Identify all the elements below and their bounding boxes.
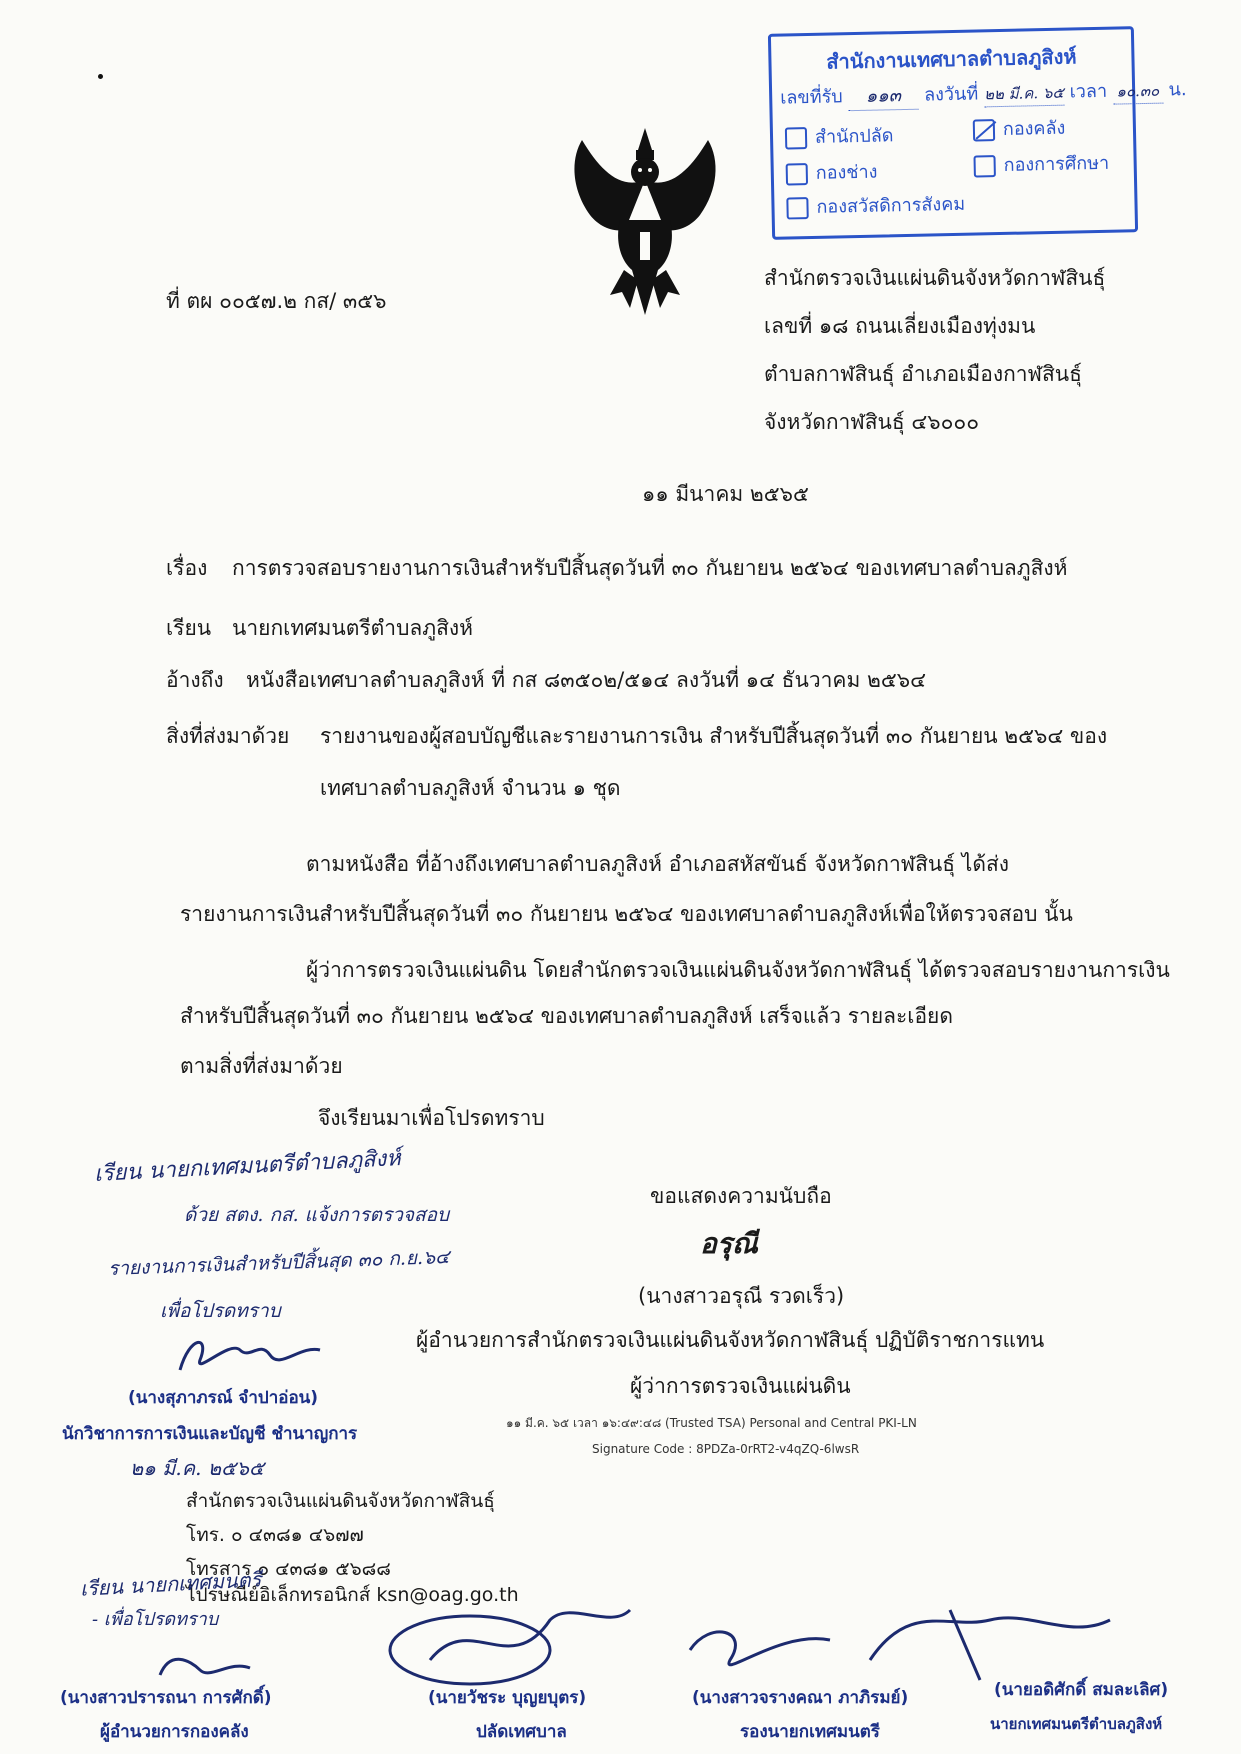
stamp-time-unit: น. <box>1168 79 1187 101</box>
signer-title-2: ผู้ว่าการตรวจเงินแผ่นดิน <box>630 1374 851 1398</box>
para2-line-2: สำหรับปีสิ้นสุดวันที่ ๓๐ กันยายน ๒๕๖๔ ของเทศบาลตำบลภูสิงห์ เสร็จแล้ว รายละเอียด <box>180 1004 954 1028</box>
stamp-receipt-no: ๑๑๓ <box>848 80 919 111</box>
signer-3-name: (นางสาวจรางคณา ภาภิรมย์) <box>692 1688 909 1708</box>
officer-date: ๒๑ มี.ค. ๒๕๖๕ <box>130 1456 265 1480</box>
subject-label: เรื่อง <box>166 556 208 580</box>
signer-3-title: รองนายกเทศมนตรี <box>740 1722 880 1742</box>
para1-line-2: รายงานการเงินสำหรับปีสิ้นสุดวันที่ ๓๐ กันยายน ๒๕๖๔ ของเทศบาลตำบลภูสิงห์เพื่อให้ตรวจสอบ นั้น <box>180 902 1073 926</box>
checkbox-checked-icon <box>973 119 995 141</box>
closing-text: จึงเรียนมาเพื่อโปรดทราบ <box>318 1106 545 1130</box>
footer-fax: โทรสาร ๐ ๔๓๘๑ ๕๖๘๘ <box>186 1558 391 1580</box>
officer-name: (นางสุภาภรณ์ จำปาอ่อน) <box>128 1388 319 1408</box>
stamp-time-label: เวลา <box>1069 80 1108 103</box>
stamp-box-label: กองสวัสดิการสังคม <box>816 193 966 218</box>
enclosure-line-1: รายงานของผู้สอบบัญชีและรายงานการเงิน สำหรับปีสิ้นสุดวันที่ ๓๐ กันยายน ๒๕๖๔ ของ <box>320 724 1108 748</box>
stamp-box-label: สำนักปลัด <box>814 125 894 148</box>
checkbox-icon <box>785 127 807 149</box>
letter-date: ๑๑ มีนาคม ๒๕๖๕ <box>642 482 809 506</box>
sender-address-2: เลขที่ ๑๘ ถนนเลี่ยงเมืองทุ่งมน <box>764 314 1036 338</box>
reference-label: อ้างถึง <box>166 668 224 692</box>
signer-1-name: (นางสาวปรารถนา การศักดิ์) <box>60 1688 272 1708</box>
stamp-box-0 <box>785 120 894 151</box>
signer-2-name: (นายวัชระ บุญยบุตร) <box>428 1688 587 1708</box>
enclosure-label: สิ่งที่ส่งมาด้วย <box>166 724 290 748</box>
para2-line-1: ผู้ว่าการตรวจเงินแผ่นดิน โดยสำนักตรวจเงินแผ่นดินจังหวัดกาฬสินธุ์ ได้ตรวจสอบรายงานการเงิน <box>306 958 1170 982</box>
stamp-receipt-row <box>780 74 1187 113</box>
sender-address-1: สำนักตรวจเงินแผ่นดินจังหวัดกาฬสินธุ์ <box>764 266 1106 290</box>
checkbox-icon <box>786 197 808 219</box>
ref-number: ที่ ตผ ๐๐๕๗.๒ กส/ ๓๕๖ <box>166 289 387 313</box>
stamp-box-3 <box>973 148 1109 180</box>
handwritten-note-2: ด้วย สตง. กส. แจ้งการตรวจสอบ <box>184 1204 450 1226</box>
stamp-box-1 <box>973 113 1066 144</box>
checkbox-icon <box>786 163 808 185</box>
digital-signature-line-2: Signature Code : 8PDZa-0rRT2-v4qZQ-6lwsR <box>592 1442 860 1456</box>
to-label: เรียน <box>166 616 212 640</box>
sender-address-3: ตำบลกาฬสินธุ์ อำเภอเมืองกาฬสินธุ์ <box>764 362 1082 386</box>
enclosure-line-2: เทศบาลตำบลภูสิงห์ จำนวน ๑ ชุด <box>320 776 621 800</box>
signer-2-title: ปลัดเทศบาล <box>476 1722 567 1742</box>
handwritten-note-3: รายงานการเงินสำหรับปีสิ้นสุด ๓๐ ก.ย.๖๔ <box>107 1246 450 1280</box>
stamp-date-value: ๒๒ มี.ค. ๖๕ <box>984 81 1065 108</box>
digital-signature-line-1: ๑๑ มี.ค. ๖๕ เวลา ๑๖:๔๙:๔๘ (Trusted TSA) Personal and Central PKI-LN <box>506 1416 917 1430</box>
receipt-stamp <box>768 26 1187 240</box>
scan-speck <box>98 74 103 79</box>
signer-4-name: (นายอดิศักดิ์ สมละเลิศ) <box>994 1680 1169 1700</box>
checkbox-icon <box>973 155 995 177</box>
regards-text: ขอแสดงความนับถือ <box>650 1184 832 1208</box>
footer-email: ไปรษณีย์อิเล็กทรอนิกส์ ksn@oag.go.th <box>186 1584 519 1606</box>
officer-signature-scribble-icon <box>170 1330 330 1384</box>
stamp-receipt-label: เลขที่รับ <box>780 86 843 109</box>
signer-title-1: ผู้อำนวยการสำนักตรวจเงินแผ่นดินจังหวัดกาฬสินธุ์ ปฏิบัติราชการแทน <box>416 1328 1045 1352</box>
garuda-emblem-icon <box>560 120 730 320</box>
signer-4-title: นายกเทศมนตรีตำบลภูสิงห์ <box>990 1715 1163 1733</box>
stamp-box-2 <box>785 157 877 188</box>
footer-tel: โทร. ๐ ๔๓๘๑ ๔๖๗๗ <box>186 1524 364 1546</box>
reference-text: หนังสือเทศบาลตำบลภูสิงห์ ที่ กส ๘๓๕๐๒/๕๑๔ ลงวันที่ ๑๔ ธันวาคม ๒๕๖๔ <box>246 668 926 692</box>
stamp-box-label: กองคลัง <box>1002 117 1066 140</box>
para2-line-3: ตามสิ่งที่ส่งมาด้วย <box>180 1054 343 1078</box>
officer-title: นักวิชาการการเงินและบัญชี ชำนาญการ <box>62 1424 358 1444</box>
handwritten-note-5: เรียน นายกเทศมนตรี <box>79 1567 262 1601</box>
stamp-box-4 <box>786 189 965 222</box>
signer-name: (นางสาวอรุณี รวดเร็ว) <box>638 1284 845 1308</box>
stamp-title: สำนักงานเทศบาลตำบลภูสิงห์ <box>826 44 1077 74</box>
para1-line-1: ตามหนังสือ ที่อ้างถึงเทศบาลตำบลภูสิงห์ อำเภอสหัสขันธ์ จังหวัดกาฬสินธุ์ ได้ส่ง <box>306 852 1010 876</box>
subject-text: การตรวจสอบรายงานการเงินสำหรับปีสิ้นสุดวันที่ ๓๐ กันยายน ๒๕๖๔ ของเทศบาลตำบลภูสิงห์ <box>232 556 1068 580</box>
stamp-box-label: กองการศึกษา <box>1003 152 1110 176</box>
stamp-date-label: ลงวันที่ <box>923 83 979 106</box>
handwritten-note-1: เรียน นายกเทศมนตรีตำบลภูสิงห์ <box>93 1145 402 1188</box>
signer-1-title: ผู้อำนวยการกองคลัง <box>100 1722 249 1742</box>
handwritten-note-4: เพื่อโปรดทราบ <box>160 1300 281 1322</box>
signature-mark: อรุณี <box>700 1227 758 1260</box>
to-text: นายกเทศมนตรีตำบลภูสิงห์ <box>232 616 474 640</box>
footer-office: สำนักตรวจเงินแผ่นดินจังหวัดกาฬสินธุ์ <box>186 1490 495 1512</box>
stamp-box-label: กองช่าง <box>815 161 878 184</box>
handwritten-note-6: - เพื่อโปรดทราบ <box>92 1609 219 1630</box>
sender-address-4: จังหวัดกาฬสินธุ์ ๔๖๐๐๐ <box>764 410 980 434</box>
stamp-time-value: ๑๐.๓๐ <box>1113 79 1164 105</box>
